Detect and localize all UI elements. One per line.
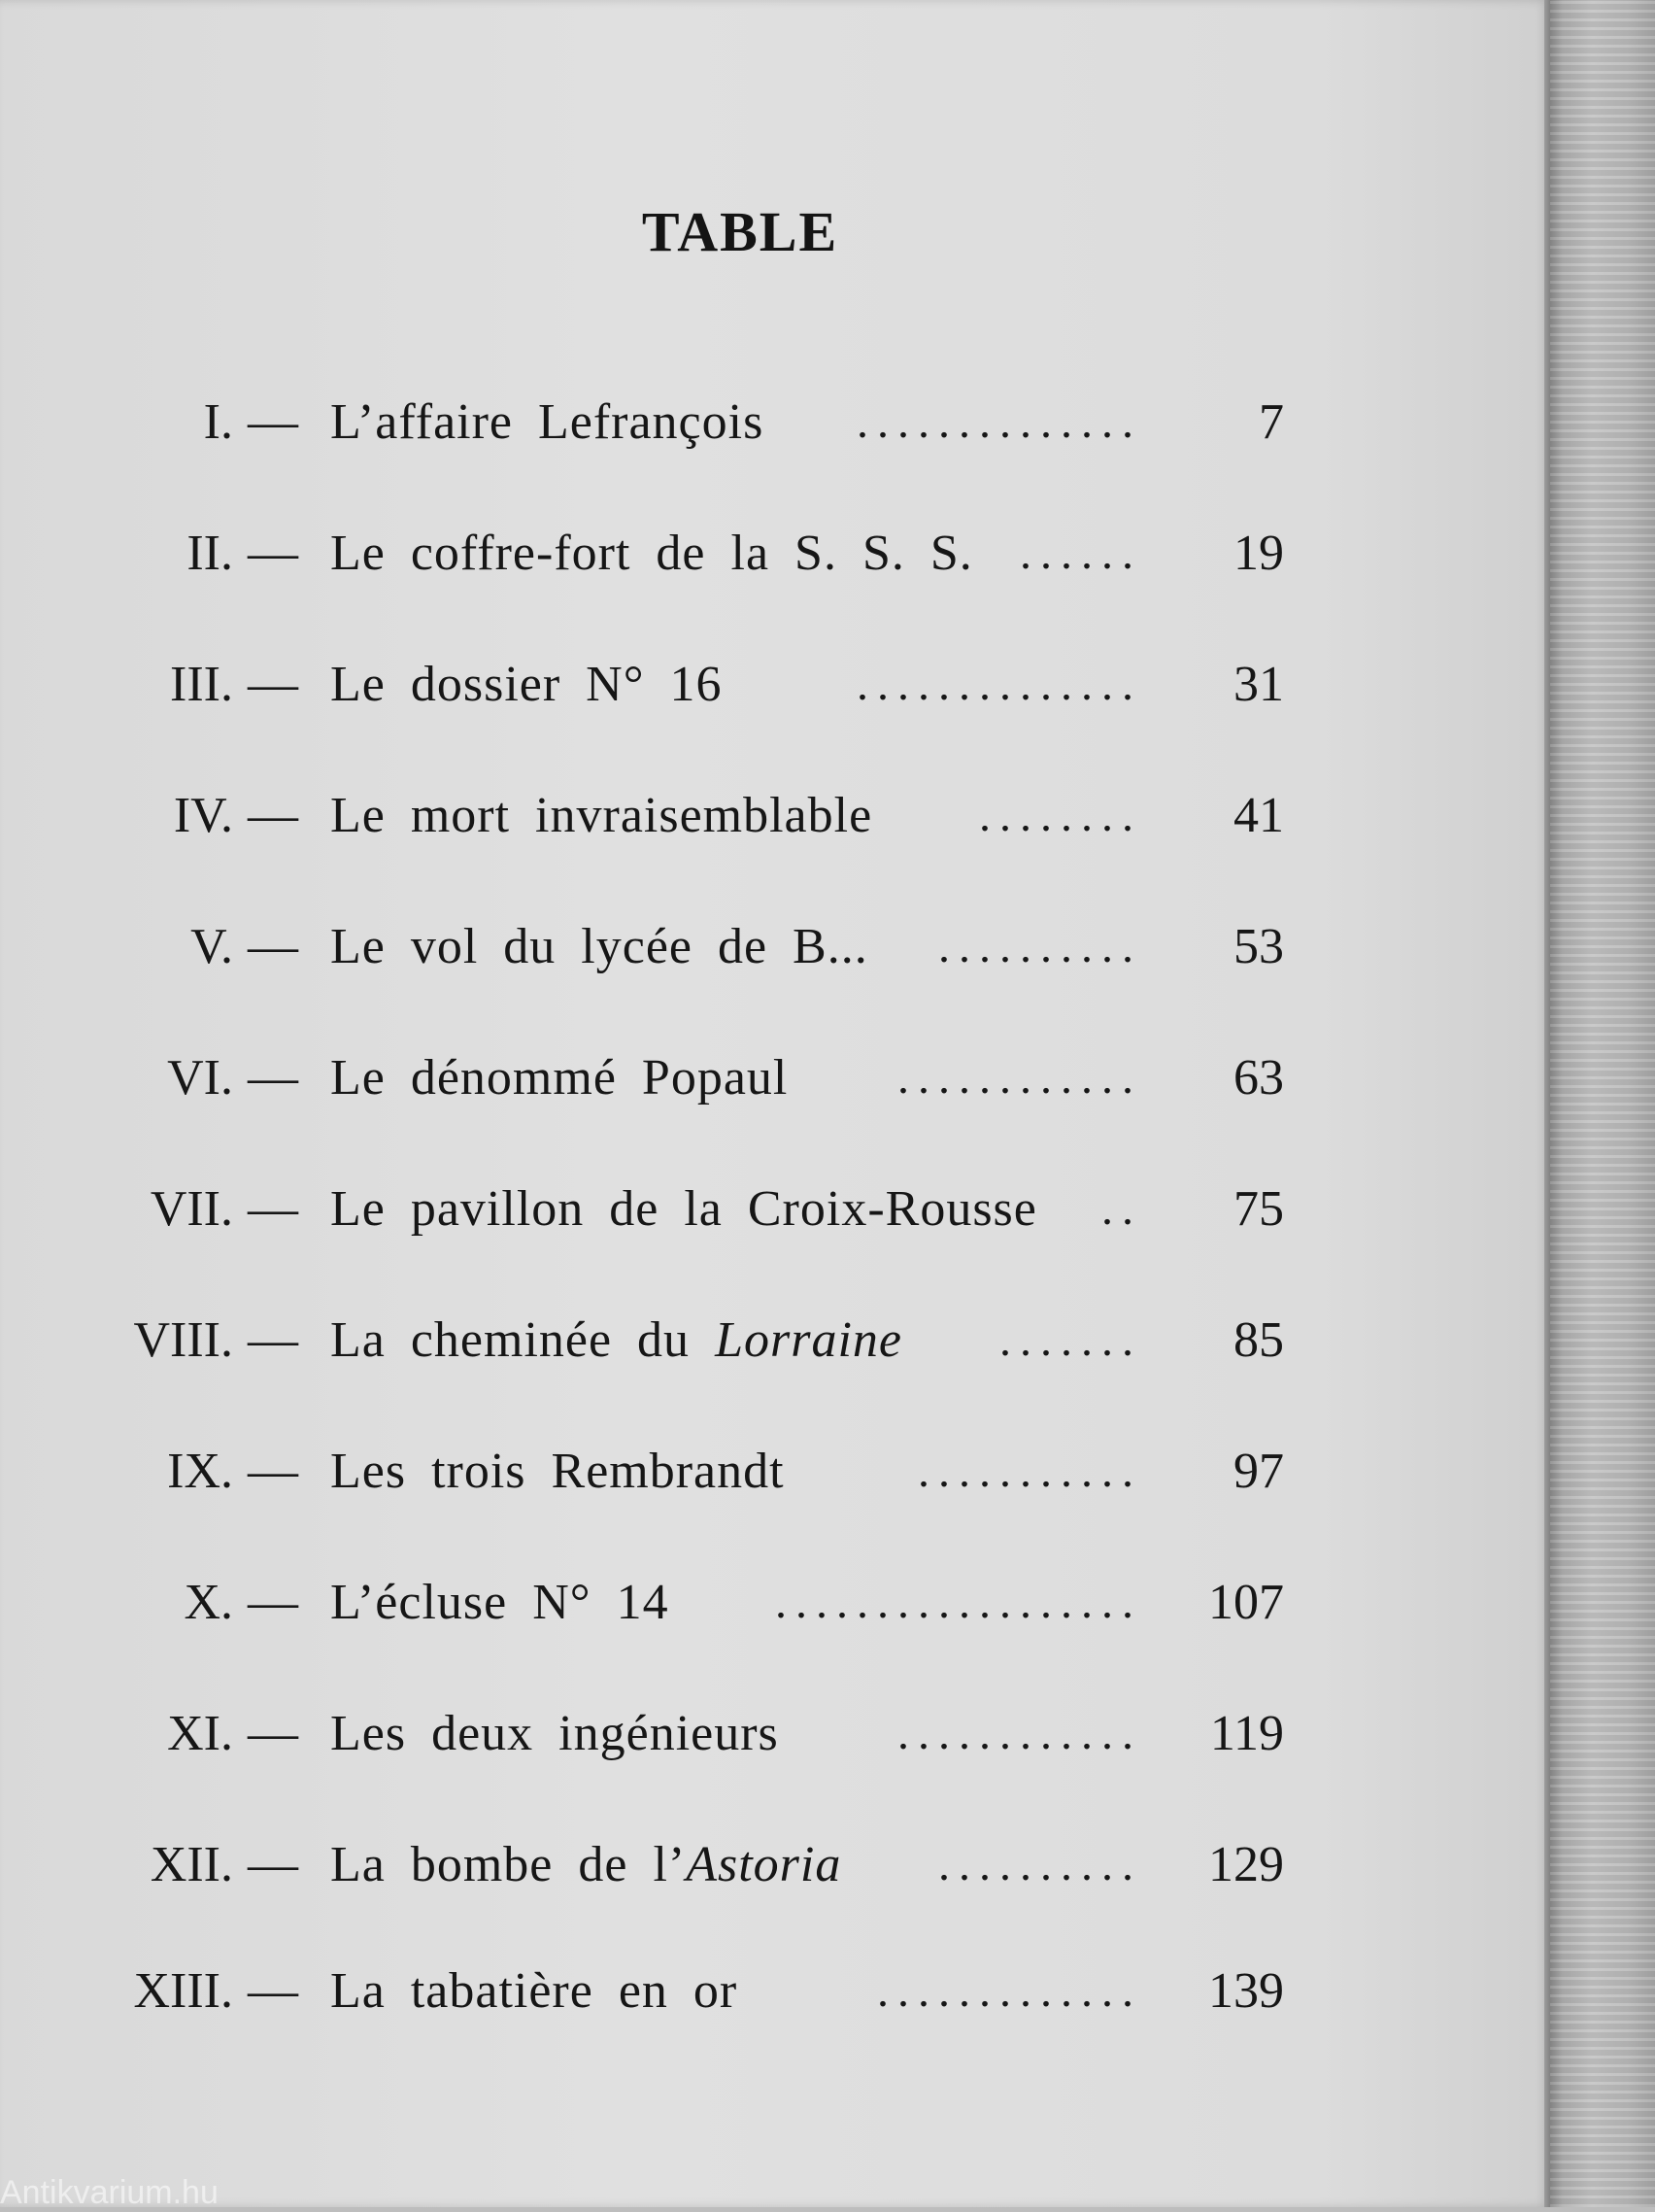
chapter-numeral: VII. bbox=[150, 1181, 233, 1237]
watermark: Antikvarium.hu bbox=[0, 2174, 219, 2211]
dot-leader: .......... bbox=[938, 1839, 1142, 1890]
chapter-numeral: XI. bbox=[167, 1706, 233, 1761]
page-number: 41 bbox=[1233, 788, 1284, 843]
chapter-numeral: IV. bbox=[173, 788, 233, 843]
chapter-title-text: La bombe de l’ bbox=[330, 1837, 687, 1892]
chapter-numeral: IX. bbox=[167, 1444, 233, 1499]
chapter-separator: — bbox=[248, 1050, 298, 1106]
dot-leader: ............. bbox=[877, 1965, 1142, 2017]
chapter-separator: — bbox=[248, 1706, 298, 1761]
page-number: 75 bbox=[1233, 1181, 1284, 1237]
dot-leader: ....... bbox=[999, 1314, 1142, 1366]
toc-entry-4 bbox=[0, 777, 1550, 855]
chapter-separator: — bbox=[248, 1444, 298, 1499]
dot-leader: ............ bbox=[897, 1052, 1142, 1104]
chapter-title: Les deux ingénieurs bbox=[330, 1706, 779, 1761]
page-number: 19 bbox=[1233, 526, 1284, 581]
dot-leader: .............. bbox=[857, 659, 1142, 710]
chapter-title-text: La cheminée du bbox=[330, 1312, 716, 1368]
page-number: 7 bbox=[1259, 394, 1284, 450]
page-number: 85 bbox=[1233, 1312, 1284, 1368]
chapter-numeral: X. bbox=[184, 1575, 233, 1630]
page-number: 107 bbox=[1208, 1575, 1284, 1630]
page-number: 53 bbox=[1233, 919, 1284, 974]
toc-entry-2 bbox=[0, 515, 1550, 593]
chapter-title: Le dossier N° 16 bbox=[330, 657, 723, 712]
chapter-numeral: III. bbox=[170, 657, 233, 712]
dot-leader: .. bbox=[1101, 1183, 1142, 1235]
chapter-separator: — bbox=[248, 1963, 298, 2019]
toc-entry-10 bbox=[0, 1564, 1550, 1642]
chapter-numeral: VI. bbox=[167, 1050, 233, 1106]
dot-leader: ........ bbox=[979, 790, 1142, 841]
toc-entry-1 bbox=[0, 384, 1550, 461]
chapter-numeral: II. bbox=[186, 526, 233, 581]
dot-leader: .............. bbox=[857, 396, 1142, 448]
dot-leader: .......... bbox=[938, 921, 1142, 972]
chapter-title: L’affaire Lefrançois bbox=[330, 394, 764, 450]
page-number: 139 bbox=[1208, 1963, 1284, 2019]
chapter-separator: — bbox=[248, 1312, 298, 1368]
page-number: 31 bbox=[1233, 657, 1284, 712]
chapter-title: Le vol du lycée de B... bbox=[330, 919, 868, 974]
chapter-separator: — bbox=[248, 1575, 298, 1630]
chapter-numeral: XIII. bbox=[133, 1963, 233, 2019]
book-spine bbox=[1550, 0, 1655, 2207]
toc-entry-7 bbox=[0, 1171, 1550, 1248]
toc-entry-13 bbox=[0, 1953, 1550, 2030]
chapter-numeral: VIII. bbox=[133, 1312, 233, 1368]
toc-entry-6 bbox=[0, 1039, 1550, 1117]
dot-leader: ............ bbox=[897, 1708, 1142, 1759]
chapter-separator: — bbox=[248, 919, 298, 974]
chapter-title bbox=[330, 1826, 841, 1904]
chapter-title: Le pavillon de la Croix-Rousse bbox=[330, 1181, 1037, 1237]
dot-leader: ........... bbox=[918, 1446, 1142, 1497]
chapter-separator: — bbox=[248, 394, 298, 450]
chapter-separator: — bbox=[248, 657, 298, 712]
chapter-numeral: XII. bbox=[150, 1837, 233, 1892]
toc-entry-12 bbox=[0, 1826, 1550, 1904]
chapter-title-italic: Astoria bbox=[686, 1837, 842, 1892]
chapter-title: La tabatière en or bbox=[330, 1963, 738, 2019]
dot-leader: .................. bbox=[775, 1577, 1142, 1628]
chapter-separator: — bbox=[248, 526, 298, 581]
chapter-separator: — bbox=[248, 788, 298, 843]
chapter-title: Le mort invraisemblable bbox=[330, 788, 873, 843]
chapter-numeral: V. bbox=[190, 919, 233, 974]
chapter-numeral: I. bbox=[203, 394, 233, 450]
chapter-title-italic: Lorraine bbox=[715, 1312, 902, 1368]
dot-leader: ...... bbox=[1020, 527, 1142, 579]
chapter-title: Le dénommé Popaul bbox=[330, 1050, 789, 1106]
toc-entry-11 bbox=[0, 1695, 1550, 1773]
chapter-title: L’écluse N° 14 bbox=[330, 1575, 669, 1630]
toc-entry-5 bbox=[0, 908, 1550, 986]
page-number: 119 bbox=[1209, 1706, 1284, 1761]
chapter-separator: — bbox=[248, 1181, 298, 1237]
page-title: TABLE bbox=[641, 200, 839, 263]
page-number: 63 bbox=[1233, 1050, 1284, 1106]
chapter-title bbox=[330, 1302, 902, 1379]
page-number: 129 bbox=[1208, 1837, 1284, 1892]
toc-entry-9 bbox=[0, 1433, 1550, 1511]
page-number: 97 bbox=[1233, 1444, 1284, 1499]
toc-entry-8 bbox=[0, 1302, 1550, 1379]
toc-entry-3 bbox=[0, 646, 1550, 724]
chapter-separator: — bbox=[248, 1837, 298, 1892]
chapter-title: Le coffre-fort de la S. S. S. bbox=[330, 526, 973, 581]
chapter-title: Les trois Rembrandt bbox=[330, 1444, 785, 1499]
